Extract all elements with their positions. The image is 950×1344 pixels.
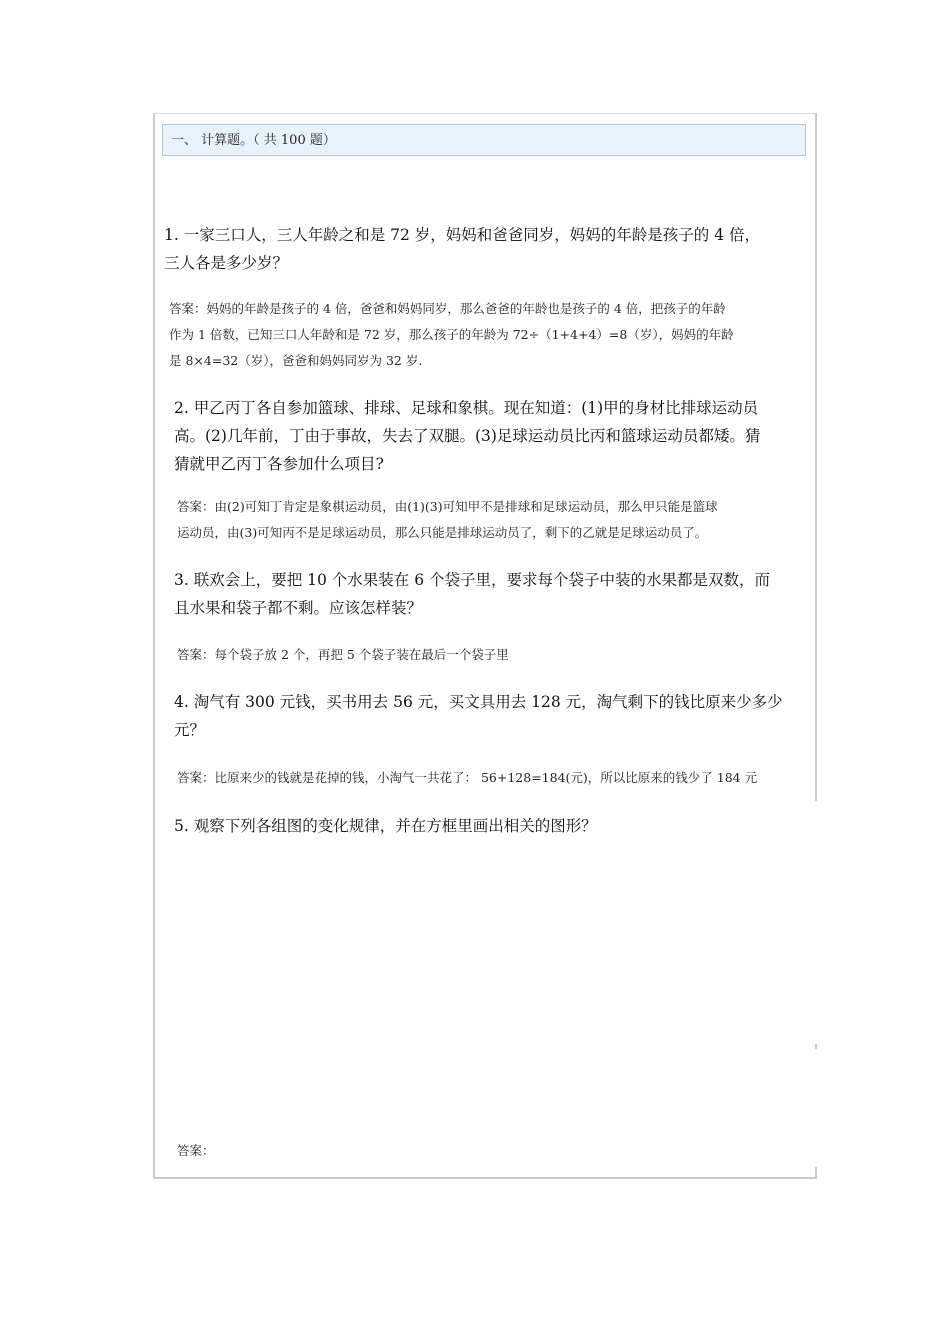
- question-3: [174, 566, 770, 622]
- answer-1: [169, 296, 734, 374]
- question-5: [174, 812, 597, 840]
- answer-4-line-1: 答案：比原来少的钱就是花掉的钱，小淘气一共花了： 56+128=184(元)，所以比原来的钱少了 184 元: [177, 770, 758, 785]
- answer-2: [177, 494, 718, 546]
- question-3-line-1: 3. 联欢会上，要把 10 个水果装在 6 个袋子里，要求每个袋子中装的水果都是双数，而: [174, 571, 771, 589]
- question-1-line-2: 三人各是多少岁？: [164, 254, 289, 272]
- answer-5-line-1: 答案：: [177, 1143, 215, 1158]
- question-2-line-3: 猜就甲乙丙丁各参加什么项目?: [174, 455, 384, 473]
- question-4: [174, 688, 783, 744]
- question-2-line-2: 高。(2)几年前，丁由于事故，失去了双腿。(3)足球运动员比丙和篮球运动员都矮。猜: [174, 427, 761, 445]
- question-4-line-1: 4. 淘气有 300 元钱，买书用去 56 元，买文具用去 128 元，淘气剩下的钱比原来少多少: [174, 693, 783, 711]
- answer-3: [177, 642, 509, 668]
- frame-border-right-bottom: [815, 1167, 817, 1179]
- answer-1-line-1: 答案：妈妈的年龄是孩子的 4 倍，爸爸和妈妈同岁，那么爸爸的年龄也是孩子的 4 倍，把孩子的年龄: [169, 301, 726, 316]
- frame-border-mark: [815, 1044, 817, 1049]
- answer-4: [177, 765, 757, 791]
- answer-1-line-3: 是 8×4=32（岁），爸爸和妈妈同岁为 32 岁.: [169, 353, 423, 368]
- question-1: [164, 221, 760, 277]
- answer-3-line-1: 答案：每个袋子放 2 个，再把 5 个袋子装在最后一个袋子里: [177, 647, 509, 662]
- answer-5: [177, 1138, 215, 1164]
- question-2-line-1: 2. 甲乙丙丁各自参加篮球、排球、足球和象棋。现在知道：(1)甲的身材比排球运动员: [174, 399, 759, 417]
- answer-1-line-2: 作为 1 倍数，已知三口人年龄和是 72 岁，那么孩子的年龄为 72÷（1+4+4）=8（岁），妈妈的年龄: [169, 327, 734, 342]
- frame-border-right: [815, 113, 817, 801]
- answer-2-line-1: 答案：由(2)可知丁肯定是象棋运动员，由(1)(3)可知甲不是排球和足球运动员，那么甲只能是篮球: [177, 499, 718, 514]
- question-1-line-1: 1. 一家三口人，三人年龄之和是 72 岁，妈妈和爸爸同岁，妈妈的年龄是孩子的 4 倍，: [164, 226, 761, 244]
- question-4-line-2: 元？: [174, 721, 206, 739]
- question-3-line-2: 且水果和袋子都不剩。应该怎样装？: [174, 599, 423, 617]
- question-5-line-1: 5. 观察下列各组图的变化规律，并在方框里画出相关的图形？: [174, 817, 597, 835]
- section-header: 一、 计算题。（ 共 100 题）: [162, 124, 806, 156]
- answer-2-line-2: 运动员，由(3)可知丙不是足球运动员，那么只能是排球运动员了，剩下的乙就是足球运动员了。: [177, 525, 708, 540]
- question-2: [174, 394, 760, 478]
